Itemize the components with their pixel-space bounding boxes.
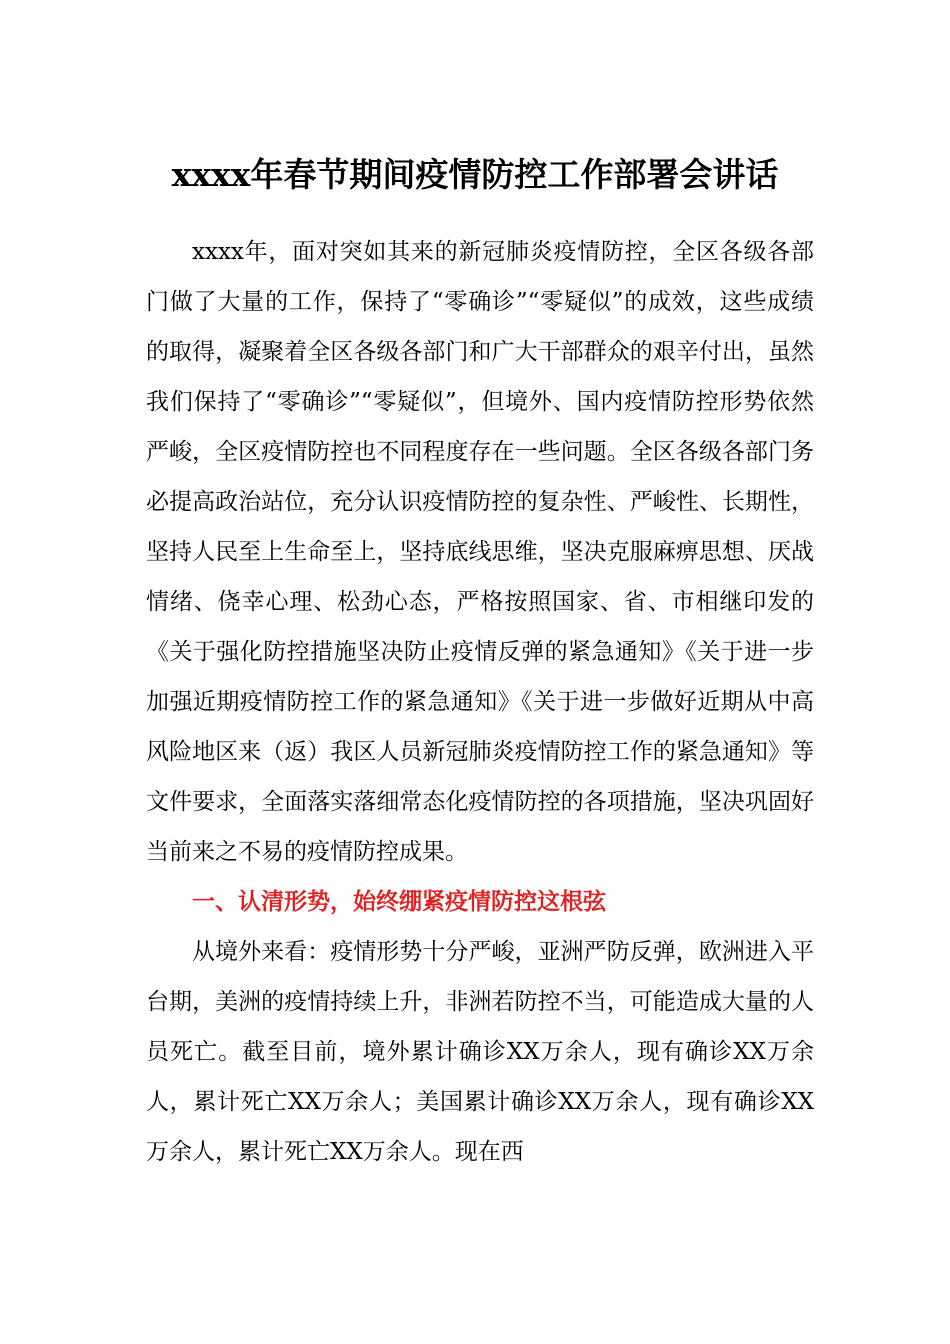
document-title: xxxx年春节期间疫情防控工作部署会讲话 [171, 155, 779, 194]
paragraph-overseas-situation: 从境外来看：疫情形势十分严峻，亚洲严防反弹，欧洲进入平台期，美洲的疫情持续上升，非洲若防控不当，可能造成大量的人员死亡。截至目前，境外累计确诊XX万余人，现有确诊XX万余人，累计死亡XX万余人；美国累计确诊XX万余人，现有确诊XX万余人，累计死亡XX万余人。现在西 [146, 939, 814, 1165]
section-heading-1: 一、认清形势，始终绷紧疫情防控这根弦 [192, 889, 606, 915]
paragraph-intro: xxxx年，面对突如其来的新冠肺炎疫情防控，全区各级各部门做了大量的工作，保持了“零确诊”“零疑似”的成效，这些成绩的取得，凝聚着全区各级各部门和广大干部群众的艰辛付出，虽然我们保持了“零确诊”“零疑似”，但境外、国内疫情防控形势依然严峻，全区疫情防控也不同程度存在一些问题。全区各级各部门务必提高政治站位，充分认识疫情防控的复杂性、严峻性、长期性，坚持人民至上生命至上，坚持底线思维，坚决克服麻痹思想、厌战情绪、侥幸心理、松劲心态，严格按照国家、省、市相继印发的《关于强化防控措施坚决防止疫情反弹的紧急通知》《关于进一步加强近期疫情防控工作的紧急通知》《关于进一步做好近期从中高风险地区来（返）我区人员新冠肺炎疫情防控工作的紧急通知》等文件要求，全面落实落细常态化疫情防控的各项措施，坚决巩固好当前来之不易的疫情防控成果。 [146, 239, 814, 865]
document-body [146, 227, 814, 1177]
